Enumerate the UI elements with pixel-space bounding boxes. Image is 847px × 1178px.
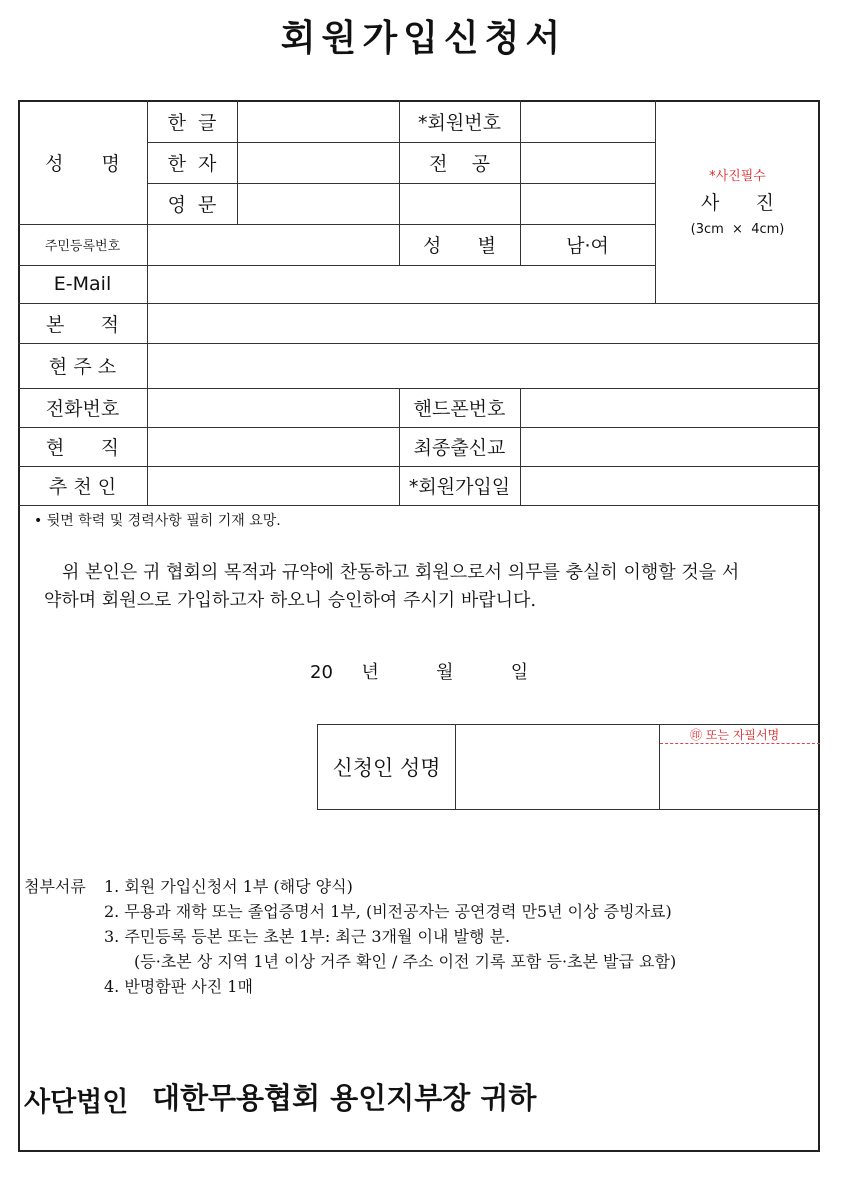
hangul-name-field[interactable]	[237, 100, 399, 142]
name-group-label: 성 명	[45, 152, 120, 175]
recommender-field[interactable]	[147, 466, 399, 505]
hanja-name-field[interactable]	[237, 142, 399, 183]
attachment-item: 2. 무용과 재학 또는 졸업증명서 1부, (비전공자는 공연경력 만5년 이상 증빙자료)	[104, 902, 672, 921]
english-name-field[interactable]	[237, 183, 399, 224]
form-title: 회원가입신청서	[280, 17, 567, 59]
signature-field[interactable]	[660, 744, 820, 810]
declaration-line-2: 약하며 회원으로 가입하고자 하오니 승인하여 주시기 바랍니다.	[44, 590, 537, 611]
member-no-label: *회원번호	[418, 111, 501, 134]
attachment-item: (등·초본 상 지역 1년 이상 거주 확인 / 주소 이전 기록 포함 등·초본 발급 요함)	[134, 952, 677, 971]
gender-label: 성 별	[423, 235, 496, 257]
attachments-label: 첨부서류	[24, 877, 86, 896]
mobile-label: 핸드폰번호	[413, 398, 506, 420]
resident-no-field[interactable]	[147, 224, 399, 265]
photo-box[interactable]	[655, 100, 820, 303]
seal-note: ㊞ 또는 자필서명	[690, 728, 780, 742]
address-field[interactable]	[147, 343, 820, 388]
job-label: 현 직	[46, 437, 119, 459]
attachment-item: 1. 회원 가입신청서 1부 (해당 양식)	[104, 877, 353, 896]
org-type: 사단법인	[24, 1087, 129, 1118]
photo-required-note: *사진필수	[709, 169, 766, 184]
hanja-label: 한 자	[167, 153, 217, 175]
back-side-note: • 뒷면 학력 및 경력사항 필히 기재 요망.	[34, 513, 281, 529]
resident-no-label: 주민등록번호	[44, 239, 121, 254]
recommender-label: 추 천 인	[48, 476, 117, 498]
email-label: E-Mail	[53, 273, 112, 295]
date-line: 20 년 월 일	[310, 662, 529, 683]
divider	[18, 505, 820, 506]
photo-size: (3cm × 4cm)	[690, 222, 785, 237]
attachment-item: 3. 주민등록 등본 또는 초본 1부: 최근 3개월 이내 발행 분.	[104, 927, 511, 946]
join-date-label: *회원가입일	[408, 476, 511, 498]
phone-label: 전화번호	[45, 398, 120, 420]
recipient: 대한무용협회 용인지부장 귀하	[152, 1081, 537, 1115]
school-label: 최종출신교	[413, 437, 506, 459]
address-label: 현 주 소	[48, 356, 117, 378]
applicant-label: 신청인 성명	[332, 756, 441, 780]
domicile-field[interactable]	[147, 303, 820, 343]
major-field[interactable]	[520, 142, 655, 183]
job-field[interactable]	[147, 427, 399, 466]
declaration-line-1: 위 본인은 귀 협회의 목적과 규약에 찬동하고 회원으로서 의무를 충실히 이행할 것을 서	[62, 562, 740, 583]
gender-field[interactable]: 남·여	[566, 235, 609, 257]
mobile-field[interactable]	[520, 388, 820, 427]
join-date-field[interactable]	[520, 466, 820, 505]
hangul-label: 한 글	[167, 111, 217, 134]
member-no-field[interactable]	[520, 100, 655, 142]
email-field[interactable]	[147, 265, 655, 303]
major-label: 전 공	[429, 153, 490, 175]
english-label: 영 문	[167, 194, 217, 216]
applicant-name-field[interactable]	[456, 724, 659, 810]
attachment-item: 4. 반명함판 사진 1매	[104, 977, 253, 996]
school-field[interactable]	[520, 427, 820, 466]
domicile-label: 본 적	[46, 313, 119, 336]
photo-label: 사 진	[701, 192, 774, 214]
phone-field[interactable]	[147, 388, 399, 427]
